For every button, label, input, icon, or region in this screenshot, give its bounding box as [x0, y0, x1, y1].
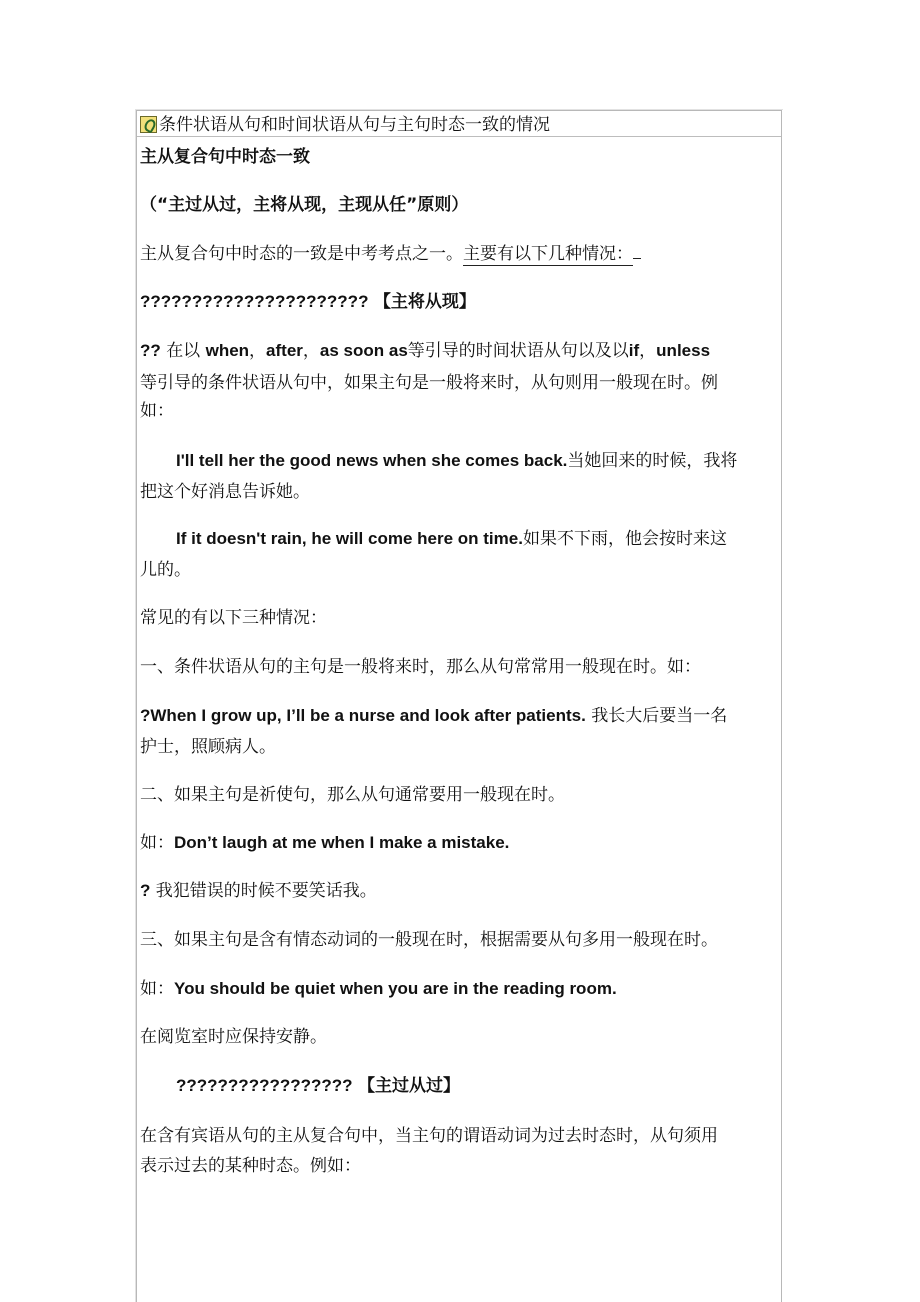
- section-title-text: 条件状语从句和时间状语从句与主句时态一致的情况: [159, 115, 550, 135]
- ex1-en: I'll tell her the good news when she comes back.: [176, 451, 568, 470]
- p1-line2: 等引导的条件状语从句中，如果主句是一般将来时，从句则用一般现在时。例: [140, 373, 718, 393]
- sec2-heading: [176, 1075, 460, 1097]
- p1-t1: 在以: [166, 341, 201, 361]
- ex4-pre: 如：: [140, 833, 174, 853]
- intro-underlined: 主要有以下几种情况：: [463, 244, 633, 264]
- ex4-en: Don’t laugh at me when I make a mistake.: [174, 833, 510, 852]
- three-cases: 常见的有以下三种情况：: [140, 608, 327, 628]
- p2-line2: 表示过去的某种时态。例如：: [140, 1156, 361, 1176]
- ex4-zh: [140, 880, 377, 902]
- word-as-soon-as: as soon as: [319, 341, 408, 360]
- ex2-line1: [176, 528, 727, 550]
- section-title: [140, 114, 550, 136]
- ex3-line1: [140, 705, 727, 727]
- comma: ，: [302, 341, 320, 361]
- ex5-en: You should be quiet when you are in the reading room.: [174, 979, 617, 998]
- ex1-zh1: 当她回来的时候，我将: [567, 451, 738, 471]
- ex5-pre: 如：: [140, 979, 174, 999]
- ex2-zh1: 如果不下雨，他会按时来这: [522, 529, 727, 549]
- ex4-q: ?: [140, 881, 151, 900]
- p2-line1: 在含有宾语从句的主从复合句中，当主句的谓语动词为过去时态时，从句须用: [140, 1126, 718, 1146]
- ex5-zh: 在阅览室时应保持安静。: [140, 1027, 327, 1047]
- sec1-marks: ??????????????????????: [140, 292, 369, 311]
- ex2-en: If it doesn't rain, he will come here on time.: [176, 529, 523, 548]
- ex1-line1: [176, 450, 737, 472]
- p1-t2: 等引导的时间状语从句以及以: [407, 341, 629, 361]
- intro-text: 主从复合句中时态的一致是中考考点之一。: [140, 244, 463, 264]
- ex3-line2: 护士，照顾病人。: [140, 737, 276, 757]
- case2: 二、如果主句是祈使句，那么从句通常要用一般现在时。: [140, 785, 565, 805]
- ex3-en: ?When I grow up, I’ll be a nurse and look after patients.: [140, 706, 586, 725]
- ex4: [140, 832, 509, 854]
- ex3-zh1: 我长大后要当一名: [591, 706, 728, 726]
- comma: ，: [249, 341, 267, 361]
- word-after: after: [266, 341, 303, 360]
- principle: （“主过从过，主将从现，主现从任”原则）: [140, 195, 469, 215]
- p1-line3: 如：: [140, 401, 174, 421]
- sec2-marks: ?????????????????: [176, 1076, 353, 1095]
- case3: 三、如果主句是含有情态动词的一般现在时，根据需要从句多用一般现在时。: [140, 930, 718, 950]
- p1-line1: [140, 340, 710, 362]
- word-unless: unless: [656, 341, 711, 360]
- ex4-zh-text: 我犯错误的时候不要笑话我。: [155, 881, 377, 901]
- ex1-line2: 把这个好消息告诉她。: [140, 482, 310, 502]
- word-when: when: [205, 341, 250, 360]
- sec1-heading: [140, 291, 476, 313]
- case1: 一、条件状语从句的主句是一般将来时，那么从句常常用一般现在时。如：: [140, 657, 701, 677]
- word-if: if: [628, 341, 640, 360]
- ex5: [140, 978, 617, 1000]
- note-icon: [140, 116, 157, 133]
- sec1-label: 【主将从现】: [373, 292, 476, 312]
- p1-q: ??: [140, 341, 161, 360]
- title-separator: [137, 136, 781, 137]
- intro: [140, 243, 641, 265]
- heading: 主从复合句中时态一致: [140, 147, 310, 167]
- comma: ，: [639, 341, 657, 361]
- sec2-label: 【主过从过】: [357, 1076, 460, 1096]
- ex2-line2: 儿的。: [140, 560, 191, 580]
